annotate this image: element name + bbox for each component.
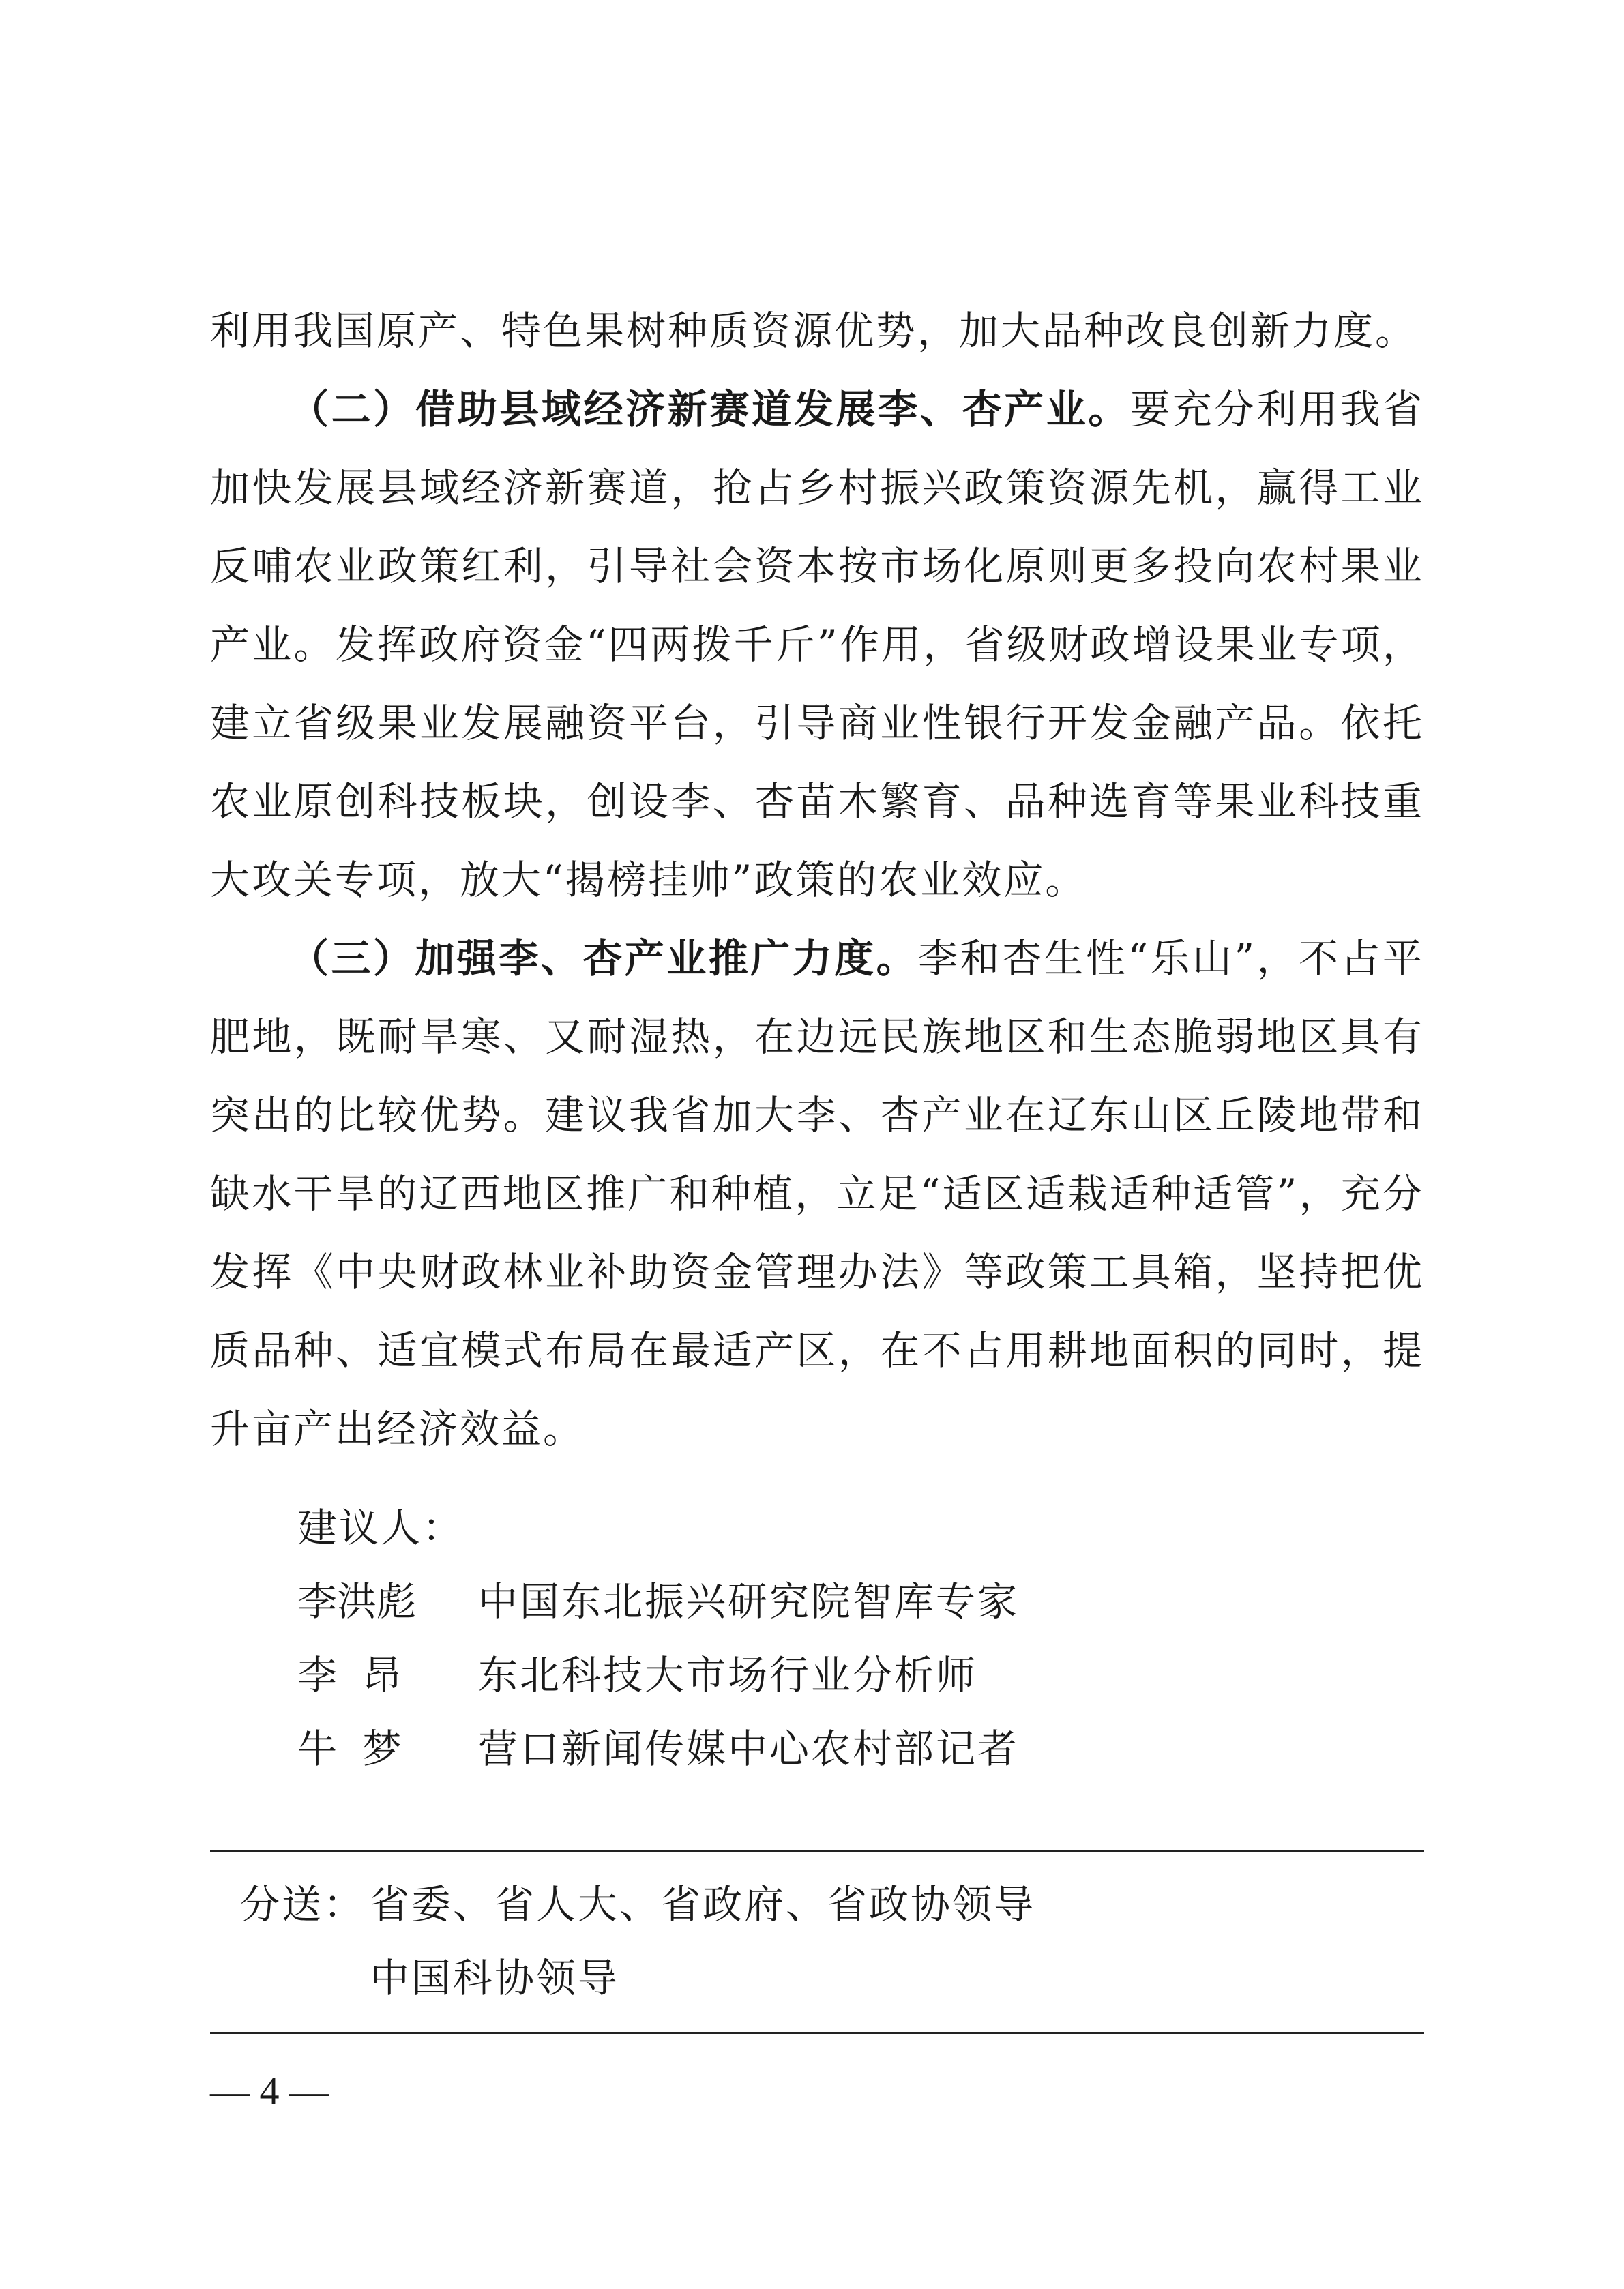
proposer-name: 牛 梦 — [297, 1726, 402, 1772]
paragraph-section-three — [210, 919, 1424, 1468]
proposer-name: 李 昂 — [297, 1652, 402, 1698]
proposer-row — [297, 1565, 1019, 1638]
section-two-text: 要充分利用我省加快发展县域经济新赛道，抢占乡村振兴政策资源先机，赢得工业反哺农业政策红利，引导社会资本按市场化原则更多投向农村果业产业。发挥政府资金“四两拨千斤”作用，省级财政增设果业专项，建立省级果业发展融资平台，引导商业性银行开发金融产品。依托农业原创科技板块，创设李、杏苗木繁育、品种选育等果业科技重大攻关专项，放大“揭榜挂帅”政策的农业效应。 — [210, 386, 1424, 903]
divider-top — [210, 1850, 1424, 1852]
body-text — [210, 292, 1424, 1468]
section-three-text: 李和杏生性“乐山”，不占平肥地，既耐旱寒、又耐湿热，在边远民族地区和生态脆弱地区具有突出的比较优势。建议我省加大李、杏产业在辽东山区丘陵地带和缺水干旱的辽西地区推广和种植，立足“适区适栽适种适管”，充分发挥《中央财政林业补助资金管理办法》等政策工具箱，坚持把优质品种、适宜模式布局在最适产区，在不占用耕地面积的同时，提升亩产出经济效益。 — [210, 935, 1424, 1452]
page-number: — 4 — — [210, 2069, 329, 2113]
proposers-block — [297, 1491, 1019, 1786]
distribution-label-spacer — [240, 1941, 370, 2015]
proposer-title: 营口新闻传媒中心农村部记者 — [478, 1726, 1020, 1772]
proposer-row — [297, 1712, 1019, 1786]
proposers-label: 建议人： — [297, 1505, 464, 1551]
proposer-name: 李洪彪 — [297, 1578, 417, 1625]
distribution-block — [240, 1867, 1035, 2015]
section-three-heading: （三）加强李、杏产业推广力度。 — [289, 935, 919, 981]
proposer-title: 中国东北振兴研究院智库专家 — [478, 1578, 1020, 1625]
distribution-row — [240, 1941, 1035, 2015]
proposer-row — [297, 1638, 1019, 1712]
proposer-title: 东北科技大市场行业分析师 — [478, 1652, 978, 1698]
paragraph-section-two — [210, 370, 1424, 919]
distribution-row — [240, 1867, 1035, 1941]
distribution-label: 分送： — [240, 1881, 366, 1928]
divider-bottom — [210, 2032, 1424, 2034]
paragraph-continued: 利用我国原产、特色果树种质资源优势，加大品种改良创新力度。 — [210, 308, 1417, 354]
distribution-line-1: 省委、省人大、省政府、省政协领导 — [370, 1881, 1036, 1928]
distribution-line-2: 中国科协领导 — [370, 1955, 620, 2001]
section-two-heading: （二）借助县域经济新赛道发展李、杏产业。 — [289, 386, 1131, 432]
